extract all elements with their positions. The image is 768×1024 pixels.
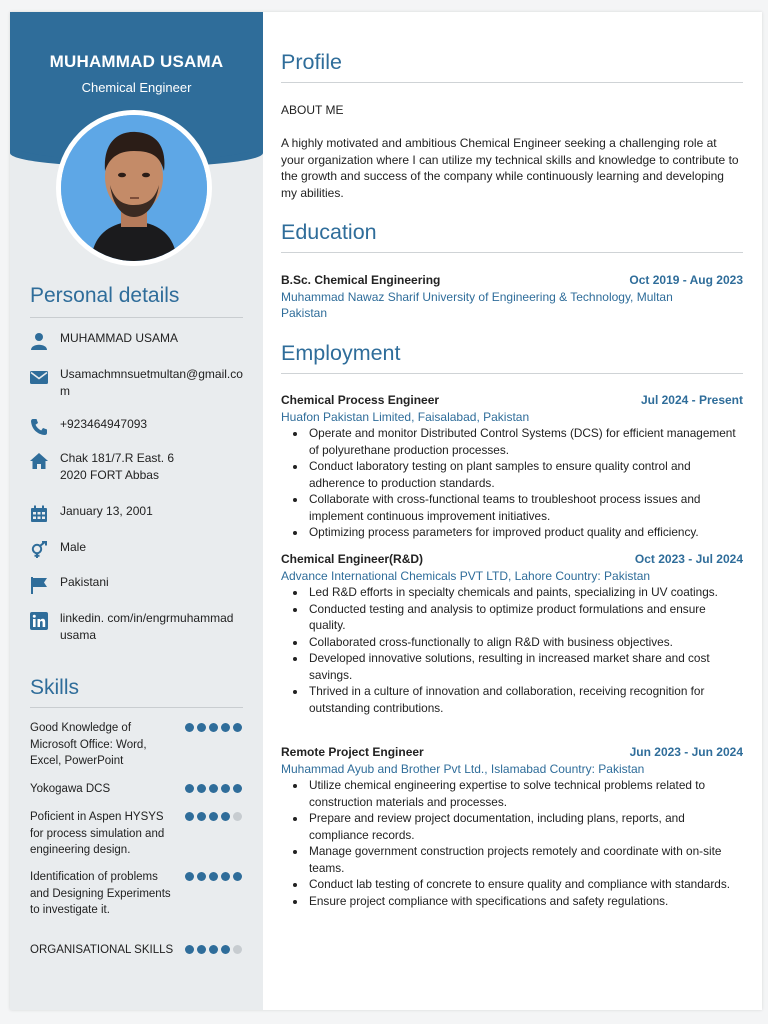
detail-text: Male: [60, 540, 87, 554]
rating-dot: [233, 784, 242, 793]
skill-name: Identification of problems and Designing Experiments to investigate it.: [30, 871, 171, 916]
divider: [281, 373, 743, 374]
rating-dot: [209, 723, 218, 732]
job-title: Remote Project Engineer: [281, 745, 424, 759]
rating-dot: [197, 723, 206, 732]
rating-dot: [197, 812, 206, 821]
portrait-image: [61, 115, 207, 261]
rating-dot: [197, 872, 206, 881]
profile-photo: [56, 110, 212, 266]
profile-heading: Profile: [281, 50, 342, 74]
candidate-name: MUHAMMAD USAMA: [49, 52, 224, 71]
rating-dot: [233, 723, 242, 732]
rating-dot: [233, 872, 242, 881]
job-responsibilities: [281, 584, 743, 716]
calendar-icon: [30, 505, 48, 523]
skill-rating: [185, 945, 245, 954]
responsibility-item: • Ensure project compliance with specifications and safety regulations.: [307, 893, 743, 910]
job-title: Chemical Process Engineer: [281, 393, 440, 407]
detail-gender: [30, 539, 245, 559]
rating-dot: [185, 723, 194, 732]
skill-rating: [185, 723, 245, 732]
detail-text: MUHAMMAD USAMA: [60, 331, 179, 345]
resume-page: [10, 12, 762, 1010]
divider: [281, 252, 743, 253]
job-organization: Huafon Pakistan Limited, Faisalabad, Pakistan: [281, 410, 530, 424]
detail-text: January 13, 2001: [60, 504, 153, 518]
divider: [281, 82, 743, 83]
responsibility-item: • Optimizing process parameters for improved product quality and efficiency.: [307, 524, 743, 541]
rating-dot: [185, 812, 194, 821]
rating-dot: [233, 945, 242, 954]
detail-birthdate: [30, 503, 245, 523]
skill-name: Poficient in Aspen HYSYS for process simulation and engineering design.: [30, 811, 165, 856]
detail-name: [30, 330, 245, 350]
education-dates: Oct 2019 - Aug 2023: [629, 273, 743, 287]
skill-rating: [185, 784, 245, 793]
responsibility-item: • Thrived in a culture of innovation and collaboration, receiving recognition for outstanding contributions.: [307, 683, 743, 716]
flag-icon: [30, 576, 48, 594]
rating-dot: [209, 872, 218, 881]
rating-dot: [221, 945, 230, 954]
detail-text: +923464947093: [60, 417, 148, 431]
sidebar: [10, 12, 263, 1010]
rating-dot: [221, 784, 230, 793]
detail-nationality: [30, 574, 245, 594]
divider: [30, 317, 243, 318]
responsibility-item: • Utilize chemical engineering expertise to solve technical problems related to construction materials and processes.: [307, 777, 743, 810]
rating-dot: [209, 812, 218, 821]
job-title: Chemical Engineer(R&D): [281, 552, 424, 566]
responsibility-item: • Led R&D efforts in specialty chemicals and paints, specializing in UV coatings.: [307, 584, 743, 601]
rating-dot: [221, 723, 230, 732]
job-responsibilities: [281, 777, 743, 909]
phone-icon: [30, 418, 48, 436]
job-dates: Jul 2024 - Present: [640, 393, 743, 407]
rating-dot: [185, 872, 194, 881]
responsibility-item: • Prepare and review project documentation, including plans, reports, and compliance records.: [307, 810, 743, 843]
rating-dot: [185, 945, 194, 954]
responsibility-item: • Collaborate with cross-functional teams to troubleshoot process issues and implement continuous improvement initiatives.: [307, 491, 743, 524]
rating-dot: [197, 784, 206, 793]
detail-text: Pakistani: [60, 575, 109, 589]
candidate-title: Chemical Engineer: [81, 80, 192, 95]
responsibility-item: • Manage government construction projects remotely and coordinate with on-site teams.: [307, 843, 743, 876]
skill-rating: [185, 872, 245, 881]
job-organization: Advance International Chemicals PVT LTD, Lahore Country: Pakistan: [281, 569, 651, 583]
responsibility-item: • Conducted testing and analysis to optimize product formulations and ensure quality.: [307, 601, 743, 634]
rating-dot: [233, 812, 242, 821]
envelope-icon: [30, 368, 48, 386]
detail-phone: [30, 416, 245, 436]
skill-rating: [185, 812, 245, 821]
linkedin-link[interactable]: linkedin. com/in/engrmuhammadusama: [60, 611, 234, 642]
rating-dot: [209, 945, 218, 954]
rating-dot: [221, 812, 230, 821]
divider: [30, 707, 243, 708]
about-me-text: A highly motivated and ambitious Chemical Engineer seeking a challenging role at your organization where I can utilize my technical skills and knowledge to contribute to the growth and success of the company while continuously learning and developing my abilities.: [281, 136, 739, 200]
detail-text: Chak 181/7.R East. 62020 FORT Abbas: [60, 451, 175, 482]
detail-text: Usamachmnsuetmultan@gmail.com: [60, 367, 243, 398]
person-icon: [30, 332, 48, 350]
rating-dot: [197, 945, 206, 954]
skill-name: Good Knowledge of Microsoft Office: Word, Excel, PowerPoint: [30, 722, 147, 767]
responsibility-item: • Conduct laboratory testing on plant samples to ensure quality control and adherence to production standards.: [307, 458, 743, 491]
job-responsibilities: [281, 425, 743, 541]
skill-name: ORGANISATIONAL SKILLS: [30, 944, 174, 956]
responsibility-item: • Operate and monitor Distributed Control Systems (DCS) for efficient management of polyurethane production processes.: [307, 425, 743, 458]
home-icon: [30, 452, 48, 470]
skill-name: Yokogawa DCS: [30, 783, 111, 795]
detail-address: [30, 450, 245, 484]
degree-title: B.Sc. Chemical Engineering: [281, 273, 441, 287]
detail-email: [30, 366, 245, 400]
rating-dot: [221, 872, 230, 881]
about-me-label: ABOUT ME: [281, 103, 344, 117]
rating-dot: [185, 784, 194, 793]
skills-heading: Skills: [30, 676, 80, 699]
detail-linkedin[interactable]: [30, 610, 245, 644]
gender-icon: [30, 541, 48, 559]
job-dates: Jun 2023 - Jun 2024: [629, 745, 743, 759]
responsibility-item: • Developed innovative solutions, resulting in increased market share and cost savings.: [307, 650, 743, 683]
linkedin-icon: [30, 612, 48, 630]
education-heading: Education: [281, 220, 377, 244]
personal-details-heading: Personal details: [30, 284, 180, 307]
rating-dot: [209, 784, 218, 793]
employment-heading: Employment: [281, 341, 401, 365]
institution: Muhammad Nawaz Sharif University of Engineering & Technology, Multan Pakistan: [281, 290, 673, 320]
job-dates: Oct 2023 - Jul 2024: [634, 552, 743, 566]
responsibility-item: • Conduct lab testing of concrete to ensure quality and compliance with standards.: [307, 876, 743, 893]
job-organization: Muhammad Ayub and Brother Pvt Ltd., Islamabad Country: Pakistan: [281, 762, 645, 776]
responsibility-item: • Collaborated cross-functionally to align R&D with business objectives.: [307, 634, 743, 651]
